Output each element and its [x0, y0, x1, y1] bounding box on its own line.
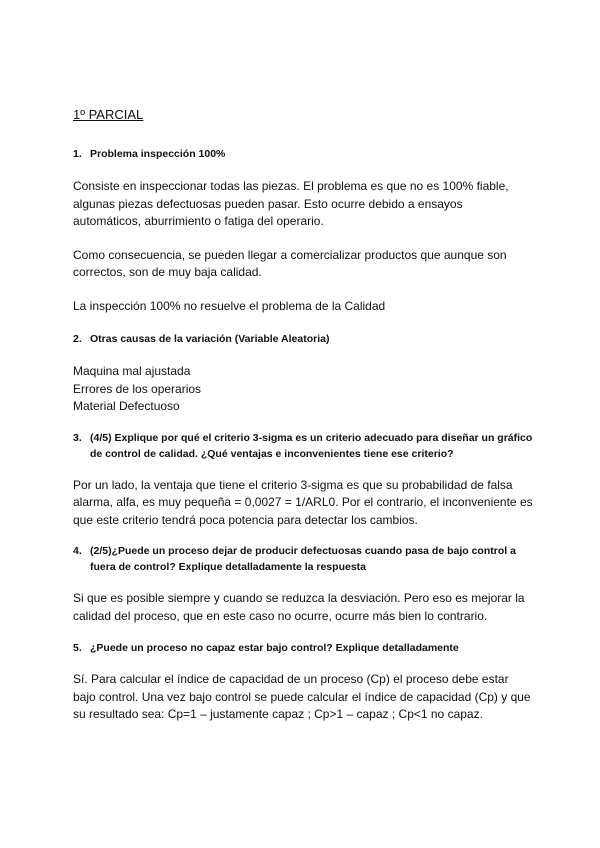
section-4-heading-text: (2/5)¿Puede un proceso dejar de producir defectuosas cuando pasa de bajo control a fuera de control? Explique detalladamente la respuesta	[90, 545, 516, 573]
section-4-number: 4.	[73, 545, 82, 557]
section-1-paragraph-3: La inspección 100% no resuelve el problema de la Calidad	[73, 298, 386, 313]
section-1-paragraph-2: Como consecuencia, se pueden llegar a comercializar productos que aunque son correctos, son de muy baja calidad.	[73, 247, 507, 279]
section-1-paragraph-1: Consiste en inspeccionar todas las piezas. El problema es que no es 100% fiable, algunas piezas defectuosas pueden pasar. Esto ocurre debido a ensayos automáticos, aburrimiento o fatiga del operario.	[73, 179, 509, 228]
section-4-heading	[73, 543, 533, 575]
page-title: 1º PARCIAL	[73, 107, 144, 122]
section-3-heading	[73, 430, 533, 462]
list-item: Errores de los operarios	[73, 381, 202, 396]
section-5-heading-text: ¿Puede un proceso no capaz estar bajo control? Explique detalladamente	[90, 642, 459, 654]
section-2-list	[73, 363, 533, 416]
section-5-paragraph-1: Sí. Para calcular el índice de capacidad de un proceso (Cp) el proceso debe estar bajo control. Una vez bajo control se puede calcular el índice de capacidad (Cp) y que su resultado sea: Cp=1 – justamente capaz ; Cp>1 – capaz ; Cp<1 no capaz.	[73, 672, 531, 721]
section-2-number: 2.	[73, 333, 82, 345]
section-1-heading-text: Problema inspección 100%	[90, 148, 226, 160]
section-4-paragraph-1: Si que es posible siempre y cuando se reduzca la desviación. Pero eso es mejorar la calidad del proceso, que en este caso no ocurre, ocurre más bien lo contrario.	[73, 591, 525, 623]
section-1-number: 1.	[73, 148, 82, 160]
list-item: Maquina mal ajustada	[73, 364, 191, 378]
section-5-heading	[73, 640, 533, 656]
list-item: Material Defectuoso	[73, 399, 180, 413]
document-page	[73, 106, 533, 724]
section-2-heading	[73, 331, 533, 347]
section-3-number: 3.	[73, 431, 82, 444]
section-3-paragraph-1: Por un lado, la ventaja que tiene el criterio 3-sigma es que su probabilidad de falsa alarma, alfa, es muy pequeña = 0,0027 = 1/ARL0. Por el contrario, el inconveniente es que este criterio tendrá poca potencia para detectar los cambios.	[73, 477, 533, 527]
section-1-heading	[73, 146, 533, 162]
section-5-number: 5.	[73, 642, 82, 654]
section-3-heading-text: (4/5) Explique por qué el criterio 3-sigma es un criterio adecuado para diseñar un gráfico de control de calidad. ¿Qué ventajas e inconvenientes tiene ese criterio?	[90, 431, 533, 460]
section-2-heading-text: Otras causas de la variación (Variable Aleatoria)	[90, 333, 330, 345]
